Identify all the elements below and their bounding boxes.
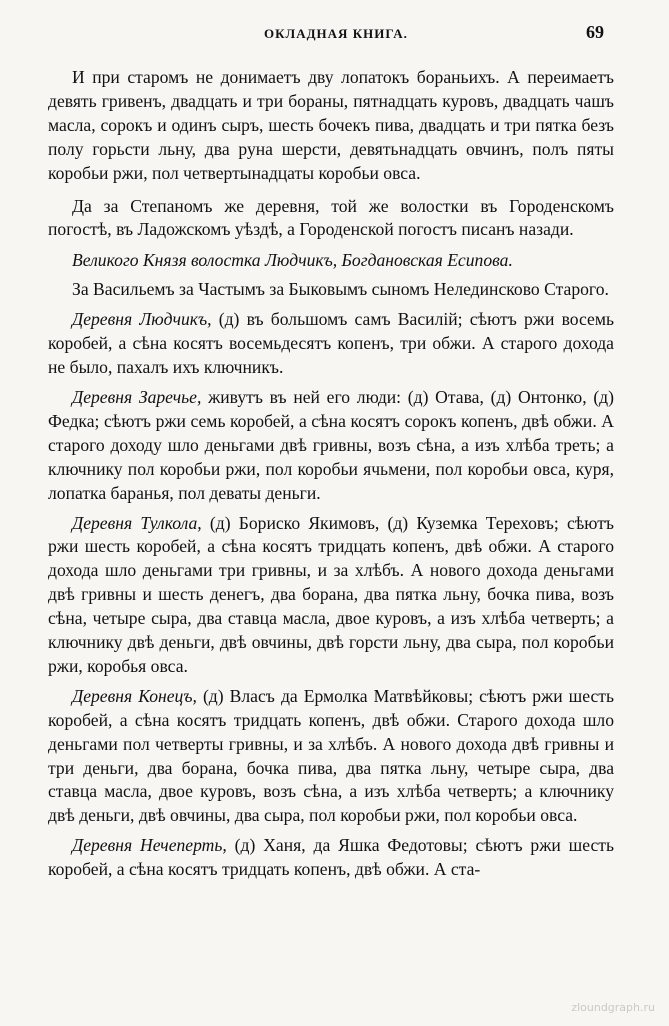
village-entry-necheperta: [48, 834, 614, 882]
section-heading: Великого Князя волостка Людчикъ, Богдановская Есипова.: [72, 250, 513, 271]
village-title: Деревня Конецъ,: [72, 685, 197, 706]
owner-paragraph: За Васильемъ за Частымъ за Быковымъ сыномъ Нелединсково Старого.: [72, 279, 609, 300]
village-text: (д) Власъ да Ермолка Матвѣйковы; сѣютъ ржи шесть коробей, а сѣна косятъ тридцать копенъ, двѣ обжи. Старого дохода шло деньгами пол четверты гривны, и за хлѣбъ. А нового дохода двѣ гривны и три деньги, два борана, бочка пива, два пятка льну, четыре сыра, два ставца масла, двое куровъ, возъ сѣна, а изъ хлѣба четверть; а ключнику двѣ деньги, двѣ овчины, два сыра, пол коробьи ржи, пол коробьи овса.: [48, 685, 614, 826]
village-text: (д) Ханя, да Яшка Федотовы; сѣютъ ржи шесть коробей, а сѣна косятъ тридцать копенъ, двѣ обжи. А ста-: [48, 835, 614, 880]
village-entry-tulkola: [48, 512, 614, 679]
village-entry-zarechye: [48, 386, 614, 506]
village-title: Деревня Нечеперть,: [72, 835, 227, 856]
village-title: Деревня Людчикъ,: [72, 309, 212, 330]
village-text: (д) въ большомъ самъ Василій; сѣютъ ржи восемь коробей, а сѣна косятъ восемьдесятъ копенъ, три обжи. А старого дохода не было, пахалъ ихъ ключникъ.: [48, 309, 614, 378]
village-title: Деревня Заречье,: [72, 386, 202, 407]
running-head: [0, 22, 669, 46]
page-number: 69: [586, 22, 604, 42]
paragraph-village-note: Да за Степаномъ же деревня, той же волостки въ Городенскомъ погостѣ, въ Ладожскомъ уѣздѣ, а Городенской погостъ писанъ назади.: [48, 195, 614, 240]
watermark: zloundgraph.ru: [571, 1001, 655, 1014]
village-title: Деревня Тулкола,: [72, 512, 202, 533]
body-text: [48, 66, 614, 888]
paragraph-tax-summary: И при старомъ не донимаетъ дву лопатокъ бораньихъ. А переимаетъ девять гривенъ, двадцать и три бораны, пятнадцать куровъ, двадцать чашъ масла, сорокъ и одинъ сыръ, шесть бочекъ пива, двадцать и три пятка безъ полу горьсти льну, два руна шерсти, девятьнадцать овчинъ, полъ пяты коробьи ржи, пол четвертынадцаты коробьи овса.: [48, 67, 614, 183]
village-text: (д) Бориско Якимовъ, (д) Куземка Тереховъ; сѣютъ ржи шесть коробей, а сѣна косятъ тридцать копенъ, двѣ обжи. А старого дохода шло деньгами три гривны, и за хлѣбъ. А нового дохода деньгами двѣ гривны и шесть денегъ, два борана, два пятка льну, бочка пива, возъ сѣна, четыре сыра, два ставца масла, двое куровъ, а изъ хлѣба четверть; а ключнику двѣ деньги, двѣ овчины, двѣ горсти льну, два сыра, пол коробьи ржи, коробья овса.: [48, 512, 615, 676]
running-title: ОКЛАДНАЯ КНИГА.: [264, 26, 408, 41]
village-entry-ludchik: [48, 308, 614, 380]
village-text: живутъ въ ней его люди: (д) Отава, (д) Онтонко, (д) Федка; сѣютъ ржи семь коробей, а сѣна косятъ сорокъ копенъ, двѣ обжи. А старого доходу шло деньгами двѣ гривны, возъ сѣна, а изъ хлѣба треть; а ключнику пол коробьи ржи, пол коробьи ячьмени, пол коробьи овса, куря, лопатка баранья, пол деваты деньги.: [48, 386, 614, 503]
village-entry-konets: [48, 685, 614, 828]
